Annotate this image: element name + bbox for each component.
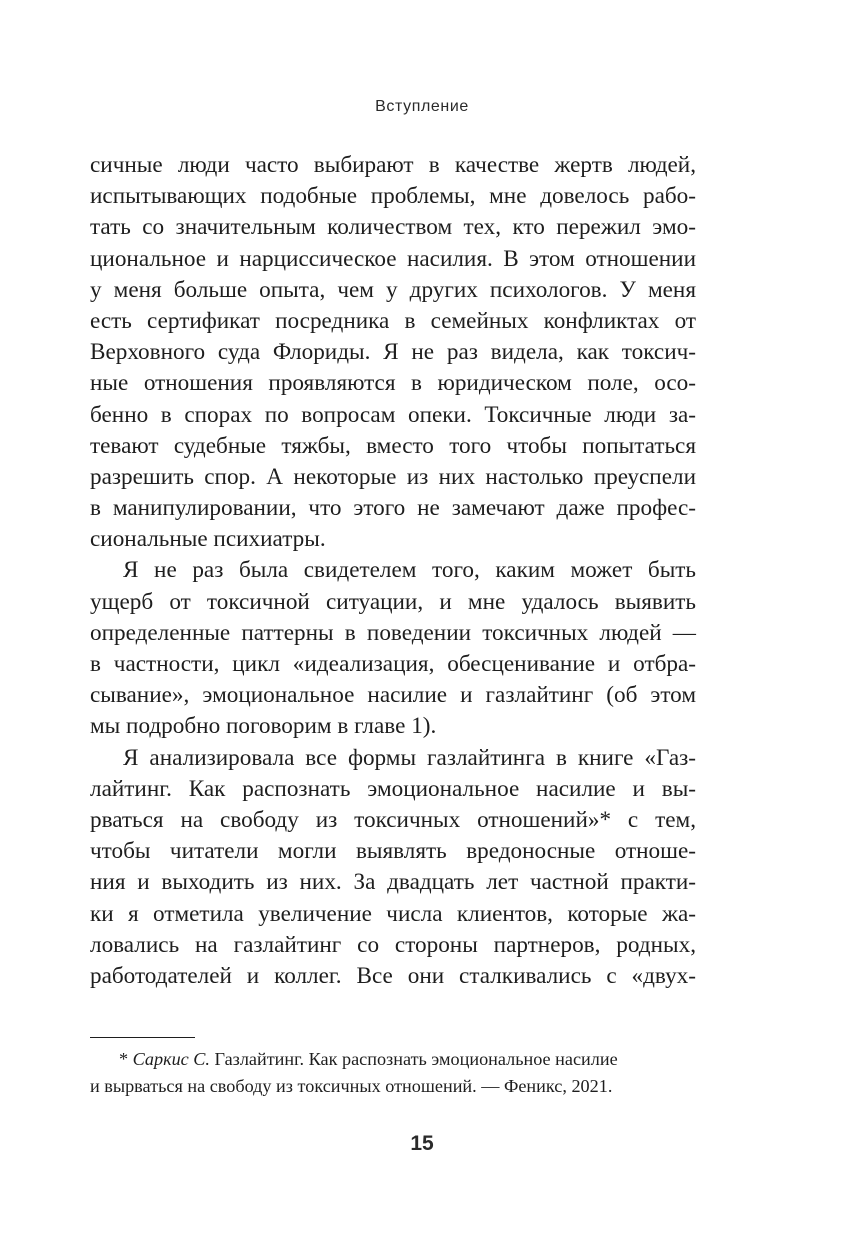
text-line: у меня больше опыта, чем у других психологов. У меня: [90, 276, 696, 303]
text-line: сиональные психиатры.: [90, 526, 326, 553]
text-line: есть сертификат посредника в семейных конфликтах от: [90, 307, 696, 334]
text-line: сичные люди часто выбирают в качестве жертв людей,: [90, 152, 696, 178]
running-head: Вступление: [375, 98, 469, 115]
text-line: испытывающих подобные проблемы, мне довелось рабо-: [90, 183, 696, 210]
text-line: мы подробно поговорим в главе 1).: [90, 713, 437, 740]
text-line: сывание», эмоциональное насилие и газлайтинг (об этом: [90, 682, 696, 709]
text-line: Я не раз была свидетелем того, каким может быть: [123, 557, 696, 584]
paragraph-2: [90, 555, 696, 742]
text-line: Верховного суда Флориды. Я не раз видела, как токсич-: [90, 339, 696, 366]
text-line: тевают судебные тяжбы, вместо того чтобы попытаться: [90, 432, 696, 459]
text-line: ния и выходить из них. За двадцать лет частной практи-: [90, 869, 696, 896]
footnote-author: Саркис С.: [132, 1049, 210, 1069]
footnote-line-2: и вырваться на свободу из токсичных отношений. — Феникс, 2021.: [90, 1076, 613, 1096]
text-line: ки я отметила увеличение числа клиентов, которые жа-: [90, 900, 696, 927]
footnote-divider: [90, 1037, 195, 1038]
text-line: Я анализировала все формы газлайтинга в книге «Газ-: [123, 744, 696, 771]
text-line: в частности, цикл «идеализация, обесценивание и отбра-: [90, 651, 696, 677]
page-number: 15: [410, 1132, 434, 1155]
main-text: [90, 150, 696, 992]
text-line: ловались на газлайтинг со стороны партнеров, родных,: [90, 931, 696, 958]
text-line: рваться на свободу из токсичных отношений»* с тем,: [90, 806, 696, 833]
paragraph-1: [90, 150, 696, 555]
text-line: тать со значительным количеством тех, кто пережил эмо-: [90, 214, 696, 241]
footnote: [90, 1046, 696, 1100]
footnote-title: Газлайтинг. Как распознать эмоциональное насилие: [209, 1049, 618, 1069]
text-line: бенно в спорах по вопросам опеки. Токсичные люди за-: [90, 401, 696, 428]
text-line: разрешить спор. А некоторые из них настолько преуспели: [90, 463, 696, 490]
text-line: работодателей и коллег. Все они сталкивались с «двух-: [90, 962, 696, 989]
text-line: ущерб от токсичной ситуации, и мне удалось выявить: [90, 588, 696, 615]
text-line: чтобы читатели могли выявлять вредоносные отноше-: [90, 838, 696, 865]
text-line: ные отношения проявляются в юридическом поле, осо-: [90, 370, 696, 397]
footnote-line-1: [90, 1046, 696, 1073]
text-line: определенные паттерны в поведении токсичных людей —: [90, 619, 696, 646]
text-line: лайтинг. Как распознать эмоциональное насилие и вы-: [90, 775, 696, 802]
paragraph-3: [90, 743, 696, 993]
text-line: в манипулировании, что этого не замечают даже профес-: [90, 495, 696, 522]
footnote-marker: *: [119, 1049, 133, 1069]
text-line: циональное и нарциссическое насилия. В этом отношении: [90, 245, 696, 272]
